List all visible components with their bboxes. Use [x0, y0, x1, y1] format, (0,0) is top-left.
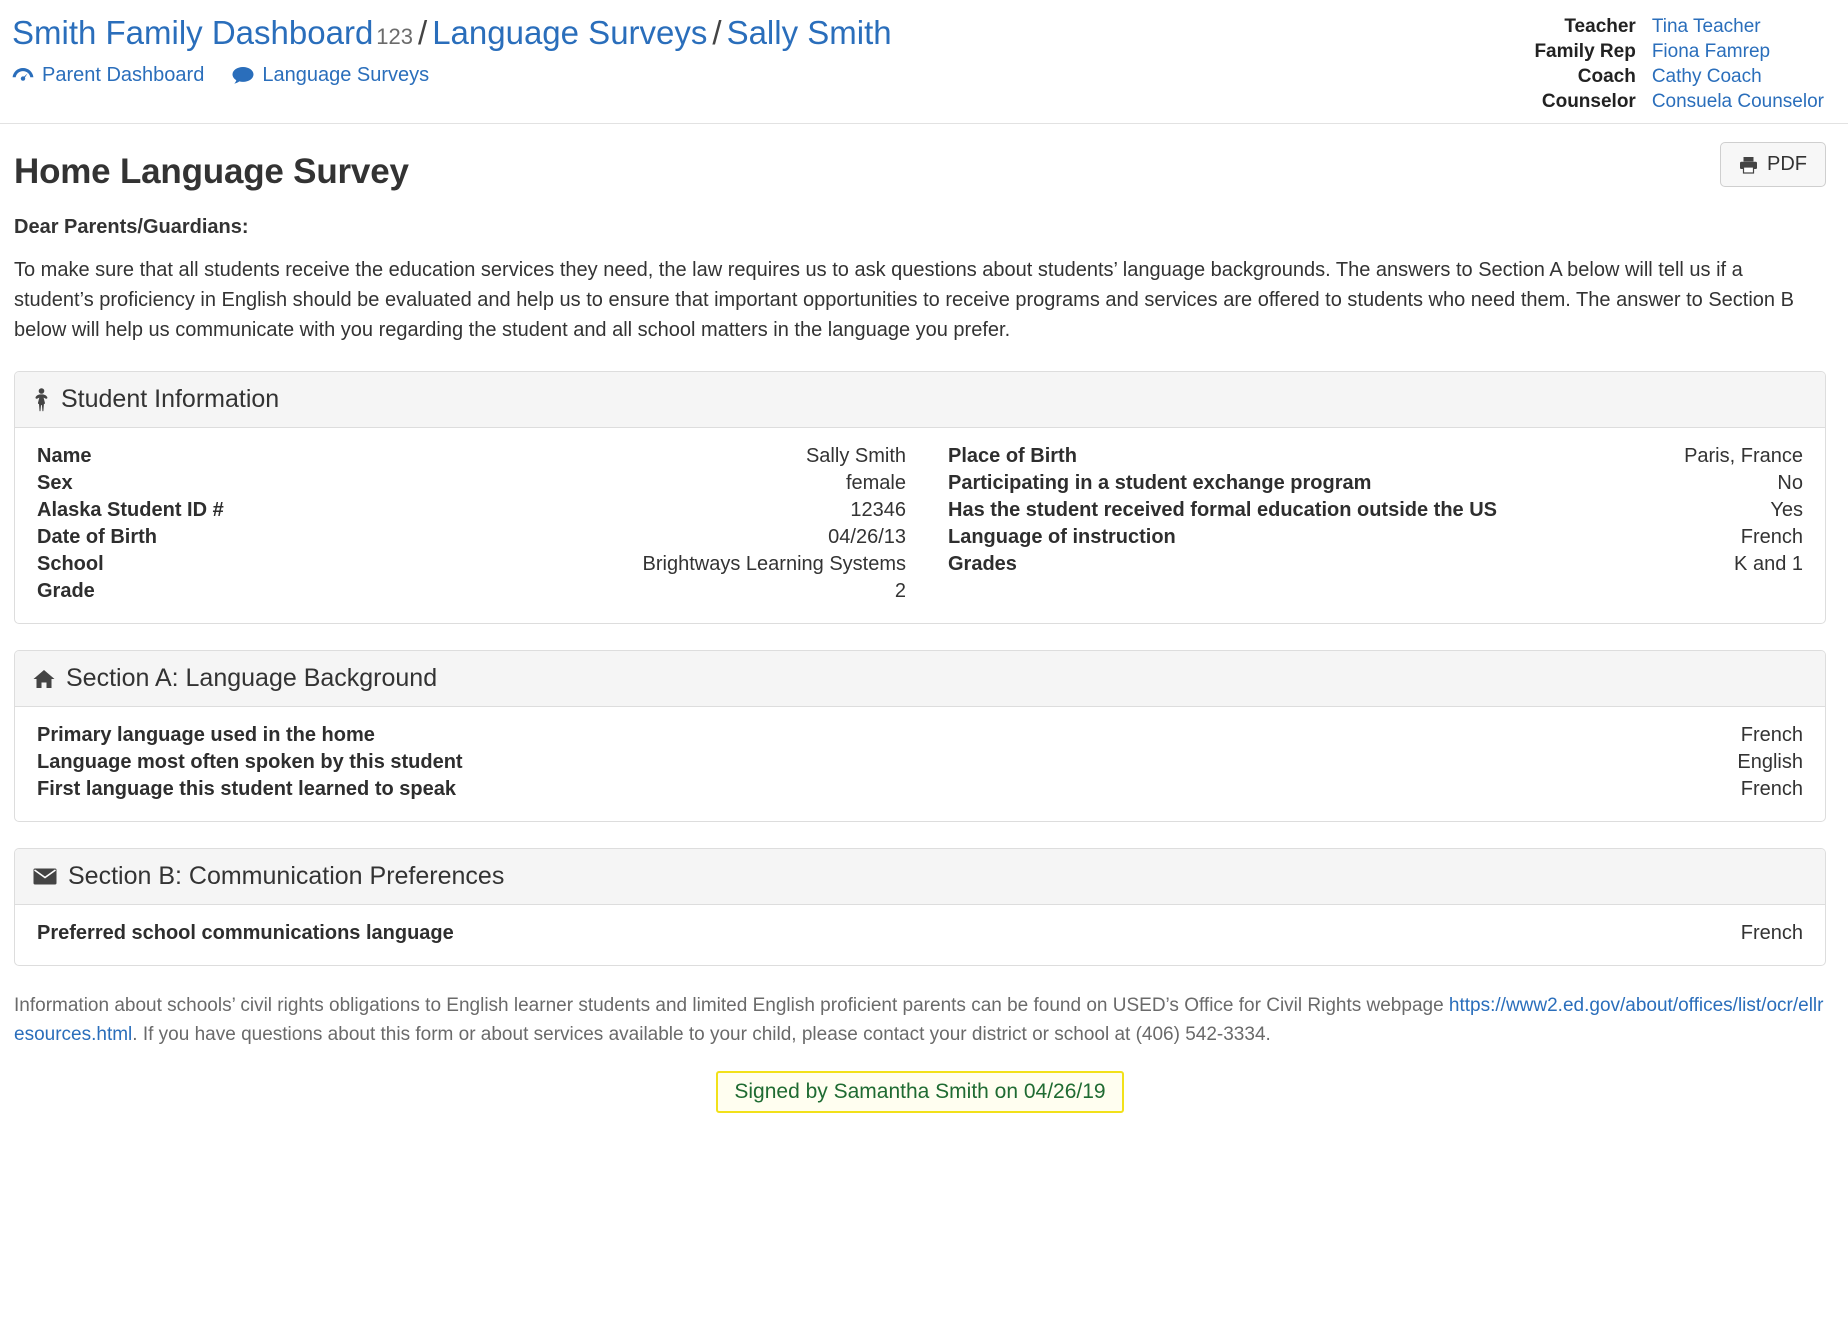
contact-name-teacher[interactable]: Tina Teacher [1651, 16, 1761, 37]
pdf-button-label: PDF [1767, 153, 1807, 175]
table-row [948, 524, 1803, 551]
field-label: Alaska Student ID # [37, 499, 224, 521]
contact-role-teacher: Teacher [1564, 16, 1636, 37]
contact-name-counselor[interactable]: Consuela Counselor [1651, 91, 1824, 112]
breadcrumb-item-dashboard[interactable]: Smith Family Dashboard [12, 14, 374, 51]
intro-paragraph: To make sure that all students receive the education services they need, the law requires us to ask questions about students’ language backgrounds. The answers to Section A below will tell us if a student’s proficiency in English should be evaluated and help us to ensure that important opportunities to receive programs and services are offered to students who need them. The answer to Section B below will help us communicate with you regarding the student and all school matters in the language you prefer. [14, 259, 1794, 341]
field-value: English [1737, 751, 1803, 773]
table-row [37, 470, 906, 497]
section-a-panel [14, 650, 1826, 822]
field-label: Name [37, 445, 92, 467]
person-icon [33, 388, 50, 412]
sub-navigation [12, 64, 892, 87]
page-title: Home Language Survey [14, 152, 409, 191]
student-information-heading-label: Student Information [61, 385, 280, 413]
field-value: French [1740, 922, 1803, 944]
nav-item-parent-dashboard-label: Parent Dashboard [42, 63, 205, 86]
field-label: Place of Birth [948, 445, 1077, 467]
breadcrumb [12, 14, 892, 52]
footer-note-text-after: . If you have questions about this form or about services available to your child, please contact your district or school at (406) 542-3334. [132, 1023, 1271, 1045]
printer-icon [1739, 156, 1758, 174]
footer-note [14, 992, 1826, 1049]
dashboard-icon [12, 66, 34, 84]
breadcrumb-separator-2: / [712, 14, 722, 51]
student-information-body [15, 428, 1825, 623]
home-icon [33, 669, 55, 689]
table-row [37, 920, 1803, 947]
breadcrumb-separator-1: / [418, 14, 428, 51]
title-row [14, 142, 1826, 192]
student-info-right-column [920, 443, 1803, 605]
table-row [37, 443, 906, 470]
table-row [948, 497, 1803, 524]
field-value: Brightways Learning Systems [642, 553, 906, 575]
contacts-list [1534, 14, 1824, 113]
nav-item-language-surveys-label: Language Surveys [262, 63, 430, 86]
field-value: Paris, France [1684, 445, 1803, 467]
field-value: Sally Smith [805, 445, 906, 467]
page-header [0, 0, 1848, 124]
section-a-body [15, 707, 1825, 821]
nav-item-parent-dashboard[interactable] [12, 64, 204, 87]
table-row [948, 470, 1803, 497]
field-value: No [1777, 472, 1803, 494]
table-row [37, 524, 906, 551]
field-label: First language this student learned to speak [37, 778, 456, 800]
breadcrumb-item-language-surveys[interactable]: Language Surveys [432, 14, 708, 51]
field-label: Date of Birth [37, 526, 157, 548]
signature-badge: Signed by Samantha Smith on 04/26/19 [716, 1071, 1123, 1113]
salutation: Dear Parents/Guardians: [14, 216, 249, 238]
student-information-heading [15, 372, 1825, 428]
table-row [37, 749, 1803, 776]
field-label: Language most often spoken by this student [37, 751, 463, 773]
field-value: 04/26/13 [828, 526, 906, 548]
table-row [37, 722, 1803, 749]
table-row [37, 776, 1803, 803]
table-row [37, 551, 906, 578]
contact-role-family-rep: Family Rep [1534, 41, 1636, 62]
field-value: female [845, 472, 906, 494]
contact-name-coach[interactable]: Cathy Coach [1651, 66, 1762, 87]
field-label: Grades [948, 553, 1017, 575]
contact-role-coach: Coach [1577, 66, 1636, 87]
field-label: Sex [37, 472, 73, 494]
pdf-button[interactable] [1720, 142, 1826, 187]
section-b-body [15, 905, 1825, 965]
footer-note-text-before: Information about schools’ civil rights obligations to English learner students and limited English proficient parents can be found on USED’s Office for Civil Rights webpage [14, 995, 1444, 1016]
field-label: Participating in a student exchange program [948, 472, 1372, 494]
table-row [948, 551, 1803, 578]
section-a-heading [15, 651, 1825, 707]
field-label: Language of instruction [948, 526, 1176, 548]
field-label: School [37, 553, 104, 575]
breadcrumb-item-student[interactable]: Sally Smith [726, 14, 892, 51]
student-info-left-column [37, 443, 920, 605]
field-value: French [1740, 778, 1803, 800]
field-label: Grade [37, 580, 95, 602]
breadcrumb-family-id: 123 [376, 24, 414, 49]
field-label: Has the student received formal education outside the US [948, 499, 1498, 521]
field-label: Primary language used in the home [37, 724, 375, 746]
nav-item-language-surveys[interactable] [232, 64, 429, 87]
header-left [12, 14, 892, 87]
ocr-resources-link[interactable]: https://www2.ed.gov/about/offices/list/ocr/ellresources.html [14, 995, 1824, 1045]
field-value: 12346 [850, 499, 906, 521]
main-content [0, 124, 1848, 1133]
comment-icon [232, 66, 254, 85]
section-b-heading [15, 849, 1825, 905]
section-b-heading-label: Section B: Communication Preferences [68, 862, 505, 890]
envelope-icon [33, 868, 57, 885]
signature-row [14, 1071, 1826, 1113]
field-value: 2 [894, 580, 906, 602]
table-row [37, 497, 906, 524]
field-value: Yes [1770, 499, 1803, 521]
table-row [37, 578, 906, 605]
field-value: K and 1 [1734, 553, 1803, 575]
table-row [948, 443, 1803, 470]
section-b-panel [14, 848, 1826, 966]
student-information-panel [14, 371, 1826, 624]
contact-name-family-rep[interactable]: Fiona Famrep [1651, 41, 1771, 62]
field-value: French [1740, 526, 1803, 548]
section-a-heading-label: Section A: Language Background [66, 664, 438, 692]
field-label: Preferred school communications language [37, 922, 454, 944]
contact-role-counselor: Counselor [1541, 91, 1636, 112]
field-value: French [1740, 724, 1803, 746]
